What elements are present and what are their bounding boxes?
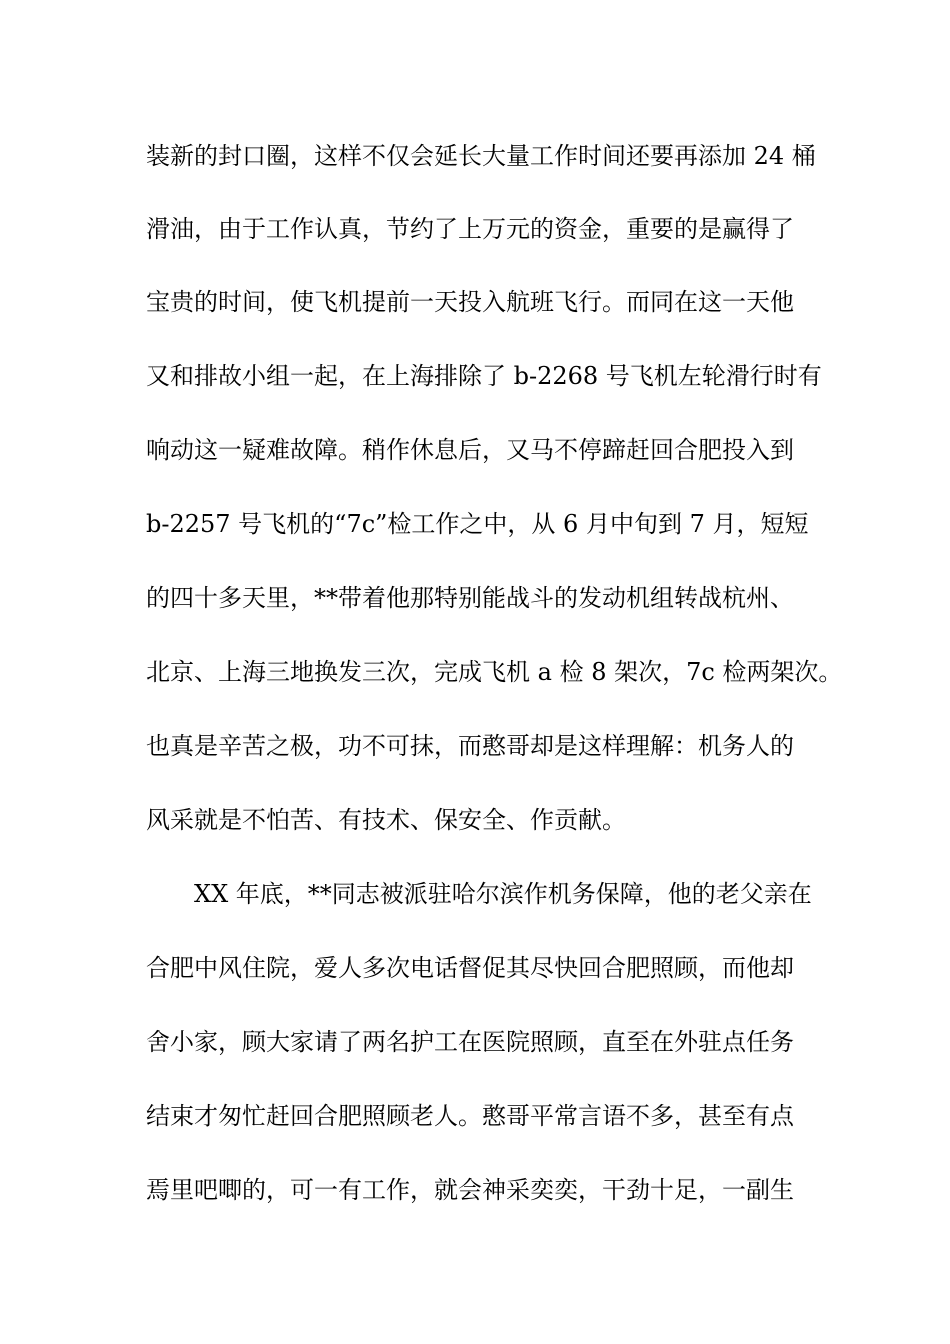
text-line: 的四十多天里，**带着他那特别能战斗的发动机组转战杭州、: [146, 584, 794, 612]
text-line: 又和排故小组一起，在上海排除了 b-2268 号飞机左轮滑行时有: [146, 362, 822, 390]
text-line: 响动这一疑难故障。稍作休息后，又马不停蹄赶回合肥投入到: [146, 436, 794, 464]
text-line: 宝贵的时间，使飞机提前一天投入航班飞行。而同在这一天他: [146, 288, 794, 316]
text-line: XX 年底，**同志被派驻哈尔滨作机务保障，他的老父亲在: [194, 880, 812, 908]
text-line: 舍小家，顾大家请了两名护工在医院照顾，直至在外驻点任务: [146, 1028, 794, 1056]
text-line: 装新的封口圈，这样不仅会延长大量工作时间还要再添加 24 桶: [146, 142, 816, 170]
text-line: 合肥中风住院，爱人多次电话督促其尽快回合肥照顾，而他却: [146, 954, 794, 982]
text-line: 滑油，由于工作认真，节约了上万元的资金，重要的是赢得了: [146, 215, 794, 243]
text-line: 焉里吧唧的，可一有工作，就会神采奕奕，干劲十足，一副生: [146, 1176, 794, 1204]
text-line: b-2257 号飞机的“7c”检工作之中，从 6 月中旬到 7 月，短短: [146, 510, 809, 538]
text-line: 也真是辛苦之极，功不可抹，而憨哥却是这样理解：机务人的: [146, 732, 794, 760]
text-line: 北京、上海三地换发三次，完成飞机 a 检 8 架次，7c 检两架次。: [146, 658, 843, 686]
text-line: 结束才匆忙赶回合肥照顾老人。憨哥平常言语不多，甚至有点: [146, 1102, 794, 1130]
text-line: 风采就是不怕苦、有技术、保安全、作贡献。: [146, 806, 626, 834]
